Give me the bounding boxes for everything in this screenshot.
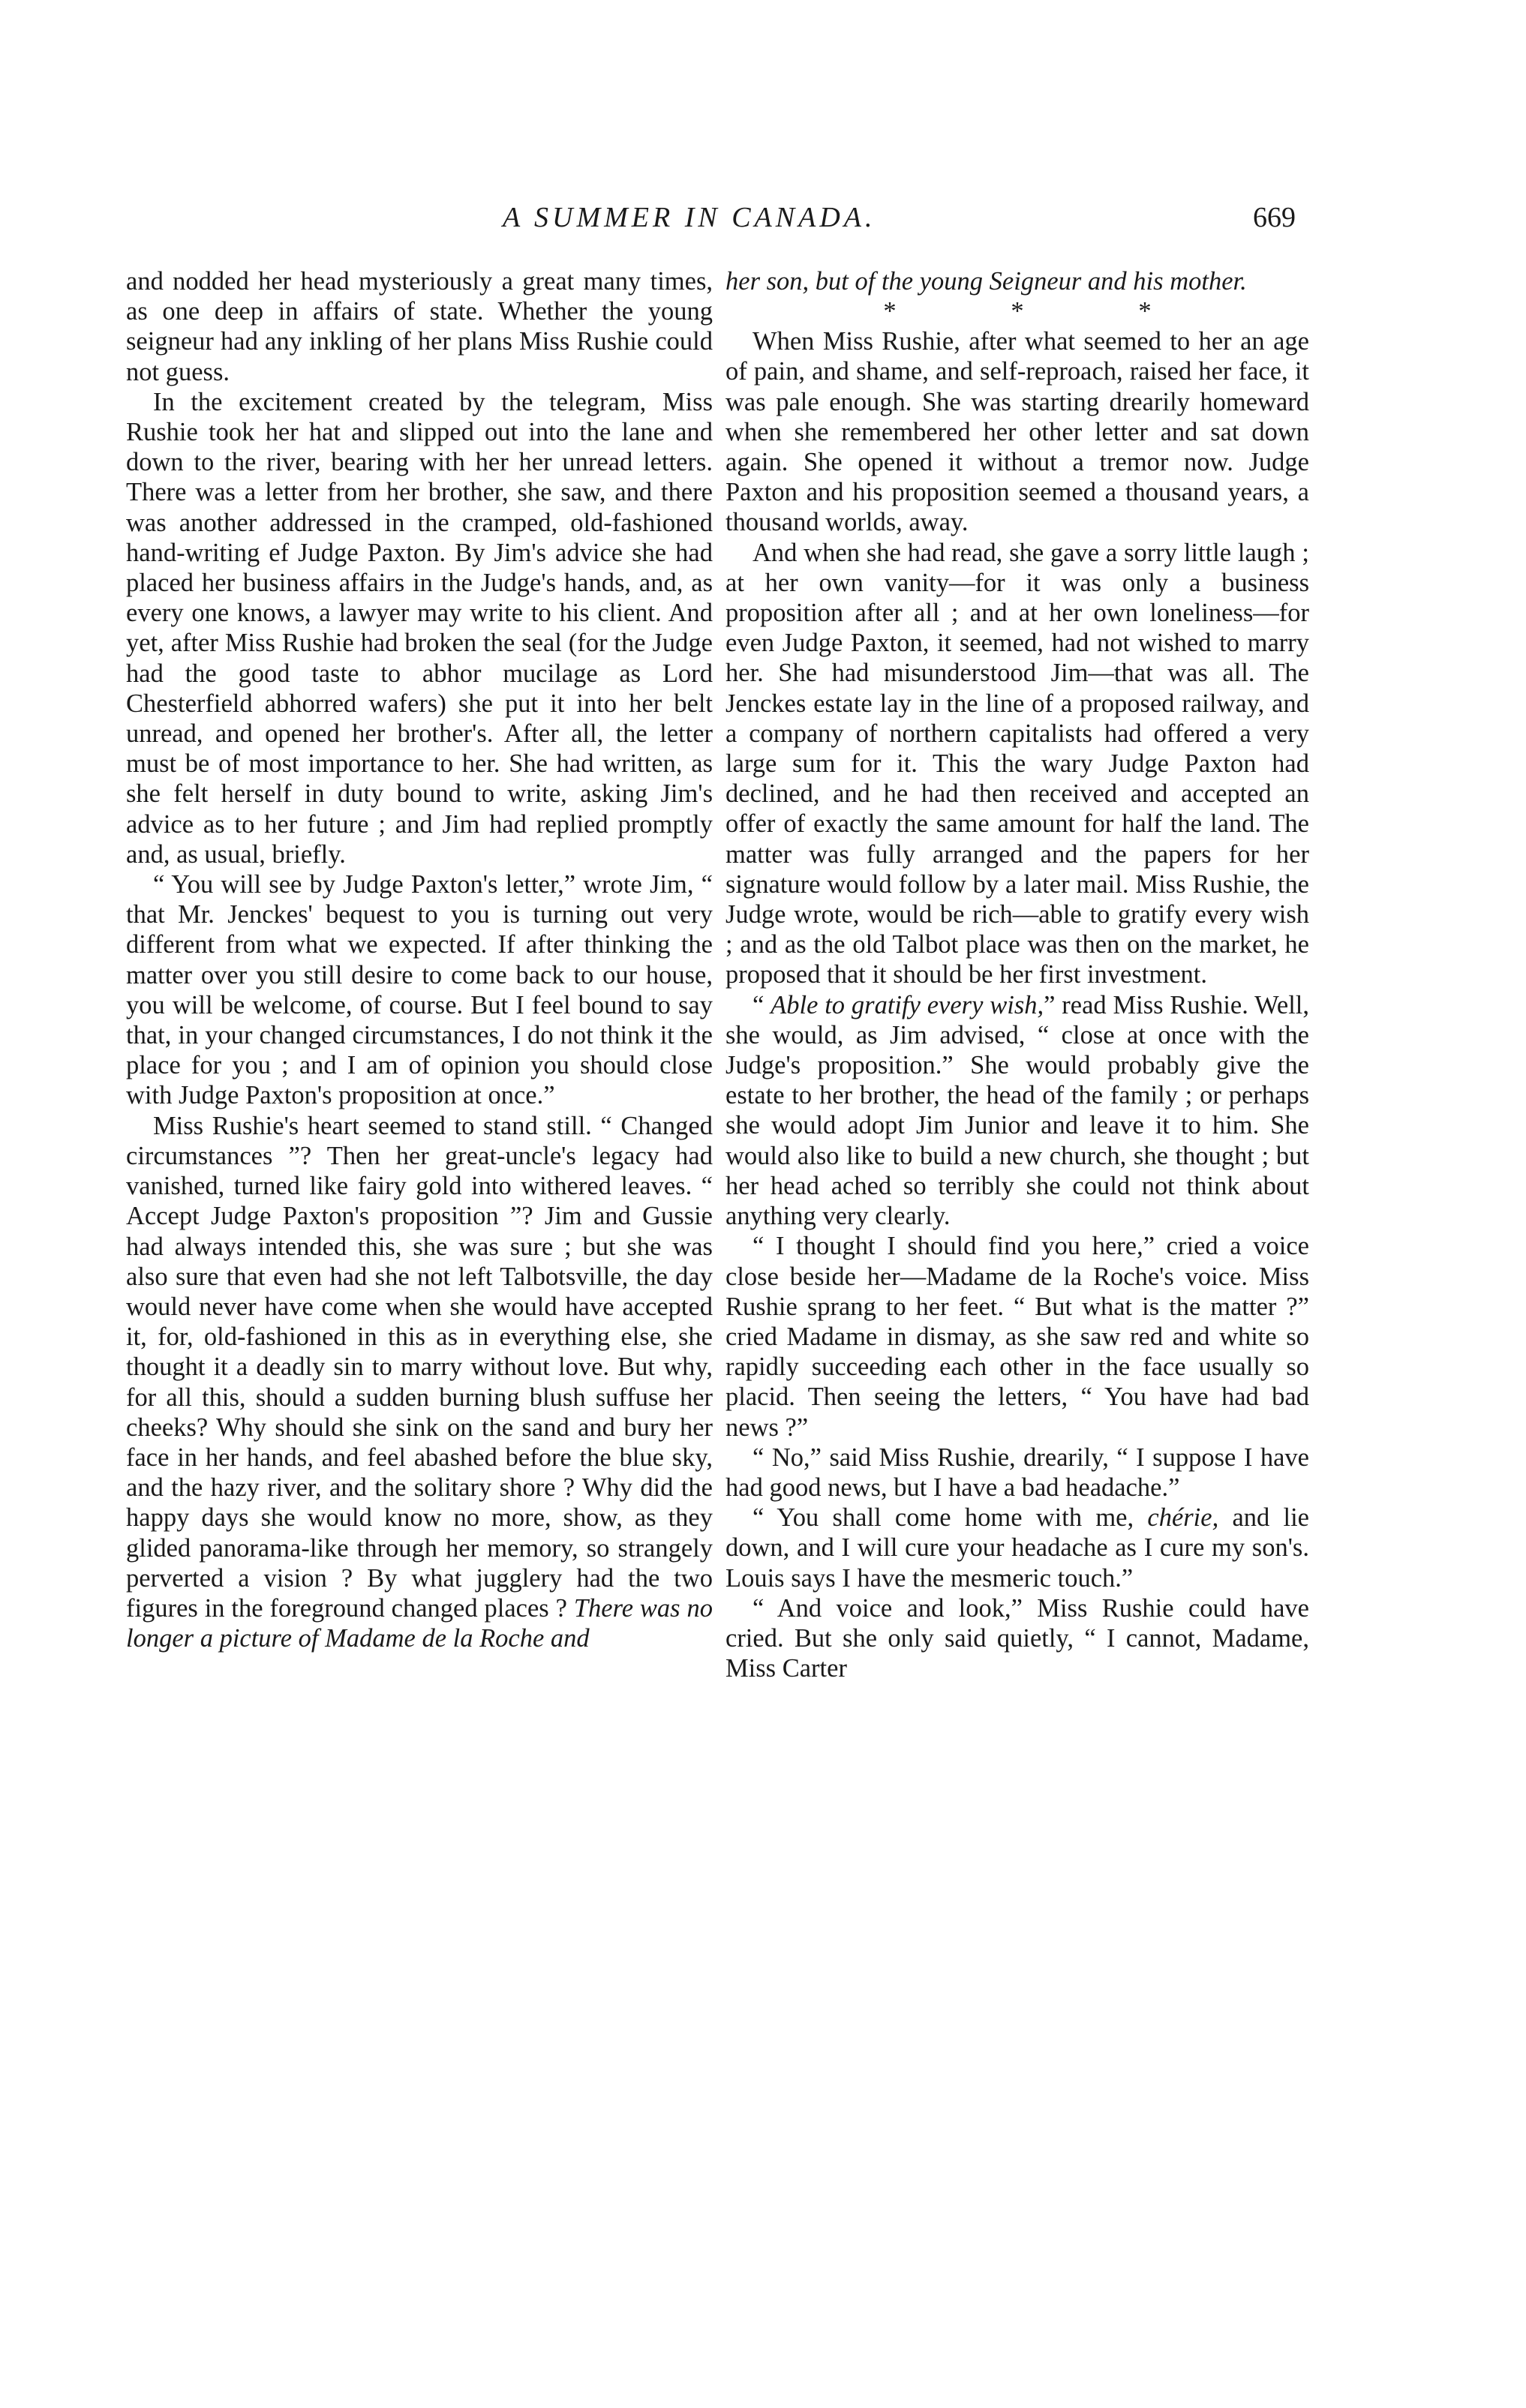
running-title: A SUMMER IN CANADA. xyxy=(503,202,876,233)
section-break xyxy=(725,296,1309,326)
left-column xyxy=(126,266,713,1653)
paragraph: And when she had read, she gave a sorry little laugh ; at her own vanity—for it was only a business proposition after all ; and at her own loneliness—for even Judge Paxton, it seemed, had not wished to marry her. She had misunderstood Jim—that was all. The Jenckes estate lay in the line of a proposed railway, and a company of northern capitalists had offered a very large sum for it. This the wary Judge Paxton had declined, and he had then received and accepted an offer of exactly the same amount for half the land. The matter was fully arranged and the papers for her signature would follow by a later mail. Miss Rushie, the Judge wrote, would be rich—able to gratify every wish ; and as the old Talbot place was then on the market, he proposed that it should be her first investment. xyxy=(725,538,1309,989)
asterism: * xyxy=(883,297,897,326)
page-number: 669 xyxy=(1253,202,1296,233)
paragraph xyxy=(725,990,1309,1232)
asterism: * xyxy=(1011,297,1024,326)
italic-text: her son, but of the young Seigneur and his mother. xyxy=(725,267,1247,296)
paragraph: “ No,” said Miss Rushie, drearily, “ I suppose I have had good news, but I have a bad headache.” xyxy=(725,1443,1309,1502)
paragraph-text: ” read Miss Rushie. Well, she would, as Jim advised, “ close at once with the Judge's proposition.” She would probably give the estate to her brother, the head of the family ; or perhaps she would adopt Jim Junior and leave it to him. She would also like to build a new church, she thought ; but her head ached so terribly she could not think about anything very clearly. xyxy=(725,990,1309,1231)
paragraph xyxy=(725,1503,1309,1593)
italic-text: chérie, xyxy=(1147,1503,1219,1533)
paragraph xyxy=(725,266,1309,296)
right-column xyxy=(725,266,1309,1683)
paragraph xyxy=(126,1111,713,1654)
running-head xyxy=(135,201,1305,246)
paragraph-text: “ You shall come home with me, xyxy=(752,1503,1134,1533)
paragraph-text: “ xyxy=(752,990,765,1019)
asterism: * xyxy=(1138,297,1152,326)
paragraph: “ And voice and look,” Miss Rushie could have cried. But she only said quietly, “ I cannot, Madame, Miss Carter xyxy=(725,1593,1309,1683)
paragraph: “ You will see by Judge Paxton's letter,” wrote Jim, “ that Mr. Jenckes' bequest to you is turning out very different from what we expected. If after thinking the matter over you still desire to come back to our house, you will be welcome, of course. But I feel bound to say that, in your changed circumstances, I do not think it the place for you ; and I am of opinion you should close with Judge Paxton's proposition at once.” xyxy=(126,870,713,1110)
paragraph: When Miss Rushie, after what seemed to her an age of pain, and shame, and self-reproach, raised her face, it was pale enough. She was starting drearily homeward when she remembered her other letter and sat down again. She opened it without a tremor now. Judge Paxton and his proposition seemed a thousand years, a thousand worlds, away. xyxy=(725,327,1309,537)
italic-text: There was no longer a picture of Madame de la Roche and xyxy=(126,1593,713,1653)
paragraph: and nodded her head mysteriously a great many times, as one deep in affairs of state. Whether the young seigneur had any inkling of her plans Miss Rushie could not guess. xyxy=(126,267,713,386)
italic-text: Able to gratify every wish, xyxy=(771,990,1044,1019)
paragraph: In the excitement created by the telegram, Miss Rushie took her hat and slipped out into the lane and down to the river, bearing with her her unread letters. There was a letter from her brother, she saw, and there was another addressed in the cramped, old-fashioned hand-writing ef Judge Paxton. By Jim's advice she had placed her business affairs in the Judge's hands, and, as every one knows, a lawyer may write to his client. And yet, after Miss Rushie had broken the seal (for the Judge had the good taste to abhor mucilage as Lord Chesterfield abhorred wafers) she put it into her belt unread, and opened her brother's. After all, the letter must be of most importance to her. She had written, as she felt herself in duty bound to write, asking Jim's advice as to her future ; and Jim had replied promptly and, as usual, briefly. xyxy=(126,387,713,869)
paragraph: “ I thought I should find you here,” cried a voice close beside her—Madame de la Roche's voice. Miss Rushie sprang to her feet. “ But what is the matter ?” cried Madame in dismay, as she saw red and white so rapidly succeeding each other in the face usually so placid. Then seeing the letters, “ You have had bad news ?” xyxy=(725,1232,1309,1442)
paragraph-text: Miss Rushie's heart seemed to stand still. “ Changed circumstances ”? Then her great-uncle's legacy had vanished, turned like fairy gold into withered leaves. “ Accept Judge Paxton's proposition ”? Jim and Gussie had always intended this, she was sure ; but she was also sure that even had she not left Talbotsville, the day would never have come when she would have accepted it, for, old-fashioned in this as in everything else, she thought it a deadly sin to marry without love. But why, for all this, should a sudden burning blush suffuse her cheeks? Why should she sink on the sand and bury her face in her hands, and feel abashed before the blue sky, and the hazy river, and the solitary shore ? Why did the happy days she would know no more, show, as they glided panorama-like through her memory, so strangely perverted a vision ? By what jugglery had the two figures in the foreground changed places ? xyxy=(126,1111,713,1623)
paragraph-text: and lie down, and I will cure your headache as I cure my son's. Louis says I have the mesmeric touch.” xyxy=(725,1503,1309,1593)
